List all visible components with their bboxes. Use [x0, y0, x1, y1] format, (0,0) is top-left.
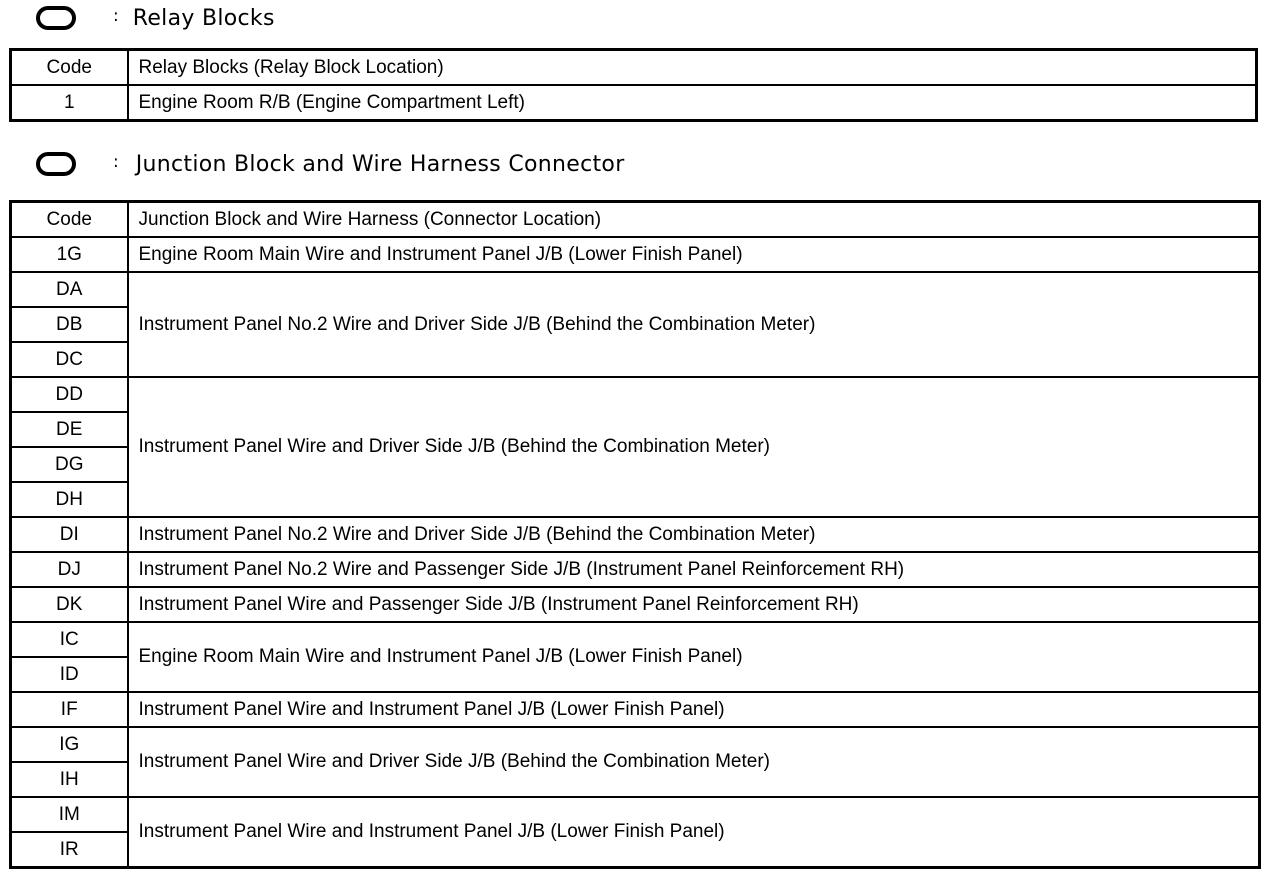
code-cell: DE [11, 412, 128, 447]
junction-block-title: Junction Block and Wire Harness Connector [135, 151, 625, 177]
location-cell: Engine Room Main Wire and Instrument Panel J/B (Lower Finish Panel) [128, 237, 1260, 272]
code-cell: DK [11, 587, 128, 622]
code-cell: DH [11, 482, 128, 517]
location-cell: Instrument Panel No.2 Wire and Passenger Side J/B (Instrument Panel Reinforcement RH) [128, 552, 1260, 587]
code-cell: DA [11, 272, 128, 307]
code-cell: DD [11, 377, 128, 412]
table-header-row [11, 50, 1257, 86]
table-row [11, 377, 1260, 412]
code-cell: IM [11, 797, 128, 832]
code-cell: IF [11, 692, 128, 727]
location-cell: Engine Room Main Wire and Instrument Panel J/B (Lower Finish Panel) [128, 622, 1260, 692]
table-row [11, 85, 1257, 121]
location-cell: Instrument Panel Wire and Driver Side J/B (Behind the Combination Meter) [128, 727, 1260, 797]
junction-block-table [9, 200, 1261, 869]
location-cell: Instrument Panel Wire and Instrument Panel J/B (Lower Finish Panel) [128, 797, 1260, 868]
location-header: Relay Blocks (Relay Block Location) [128, 50, 1257, 86]
code-cell: IR [11, 832, 128, 868]
location-cell: Instrument Panel No.2 Wire and Driver Side J/B (Behind the Combination Meter) [128, 272, 1260, 377]
relay-blocks-title: Relay Blocks [132, 5, 275, 31]
heading-colon: : [113, 6, 119, 26]
code-cell: DG [11, 447, 128, 482]
code-cell: DI [11, 517, 128, 552]
code-cell: 1G [11, 237, 128, 272]
table-row [11, 552, 1260, 587]
code-cell: IH [11, 762, 128, 797]
heading-colon: : [113, 152, 119, 172]
location-header: Junction Block and Wire Harness (Connector Location) [128, 202, 1260, 238]
table-header-row [11, 202, 1260, 238]
location-cell: Instrument Panel No.2 Wire and Driver Side J/B (Behind the Combination Meter) [128, 517, 1260, 552]
table-row [11, 622, 1260, 657]
location-cell: Instrument Panel Wire and Passenger Side J/B (Instrument Panel Reinforcement RH) [128, 587, 1260, 622]
junction-block-heading [36, 148, 625, 180]
code-cell: DB [11, 307, 128, 342]
relay-blocks-heading [36, 2, 275, 34]
code-cell: DC [11, 342, 128, 377]
table-row [11, 692, 1260, 727]
table-row [11, 727, 1260, 762]
relay-blocks-table [9, 48, 1258, 122]
code-cell: DJ [11, 552, 128, 587]
table-row [11, 517, 1260, 552]
code-cell: IC [11, 622, 128, 657]
code-cell: 1 [11, 85, 128, 121]
oval-symbol-icon [36, 6, 76, 30]
code-header: Code [11, 50, 128, 86]
oval-symbol-icon [36, 152, 76, 176]
table-row [11, 272, 1260, 307]
table-row [11, 237, 1260, 272]
code-header: Code [11, 202, 128, 238]
code-cell: ID [11, 657, 128, 692]
code-cell: IG [11, 727, 128, 762]
table-row [11, 587, 1260, 622]
location-cell: Instrument Panel Wire and Driver Side J/B (Behind the Combination Meter) [128, 377, 1260, 517]
location-cell: Instrument Panel Wire and Instrument Panel J/B (Lower Finish Panel) [128, 692, 1260, 727]
location-cell: Engine Room R/B (Engine Compartment Left) [128, 85, 1257, 121]
table-row [11, 797, 1260, 832]
